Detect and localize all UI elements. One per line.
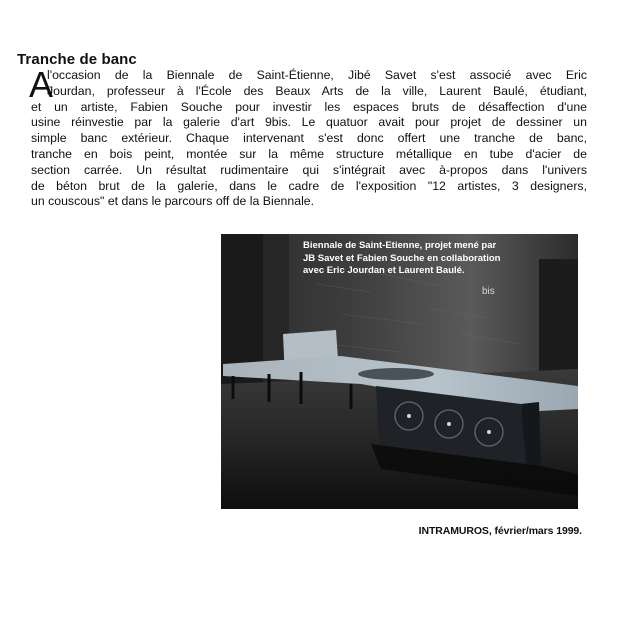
body-line: section carrée. Un résultat rudimentaire qui s'intégrait avec à-propos dans l'univers xyxy=(31,162,587,177)
body-line: de béton brut de la galerie, dans le cadre de l'exposition "12 artistes, 3 designers, xyxy=(31,178,587,193)
article-body xyxy=(29,64,587,210)
article-title: Tranche de banc xyxy=(17,51,137,68)
photo-caption-line: JB Savet et Fabien Souche en collaboration xyxy=(303,252,501,264)
bench-photo xyxy=(221,234,578,509)
dropcap-letter: A xyxy=(29,64,54,105)
photo-caption-line: Biennale de Saint-Etienne, projet mené par xyxy=(303,240,497,251)
body-line: l'occasion de la Biennale de Saint-Étienne, Jibé Savet s'est associé avec Eric xyxy=(47,68,587,82)
body-line: tranche en bois peint, montée sur la même structure métallique en tube d'acier de xyxy=(31,146,587,161)
source-credit: INTRAMUROS, février/mars 1999. xyxy=(418,525,582,537)
photo-caption xyxy=(303,240,568,278)
gallery-sign: bis xyxy=(482,286,495,297)
body-line: et un artiste, Fabien Souche pour investir les espaces bruts de désaffection d'une xyxy=(31,99,587,114)
body-line: simple banc extérieur. Chaque intervenant s'est donc offert une tranche de banc, xyxy=(31,131,587,146)
body-line: Jourdan, professeur à l'École des Beaux Arts de la ville, Laurent Baulé, étudiant, xyxy=(47,83,587,98)
body-line: usine réinvestie par la galerie d'art 9bis. Le quatuor avait pour projet de dessiner un xyxy=(31,115,587,130)
photo-column xyxy=(221,234,263,384)
photo-caption-line: avec Eric Jourdan et Laurent Baulé. xyxy=(303,265,465,276)
body-line: un couscous" et dans le parcours off de la Biennale. xyxy=(31,194,315,209)
